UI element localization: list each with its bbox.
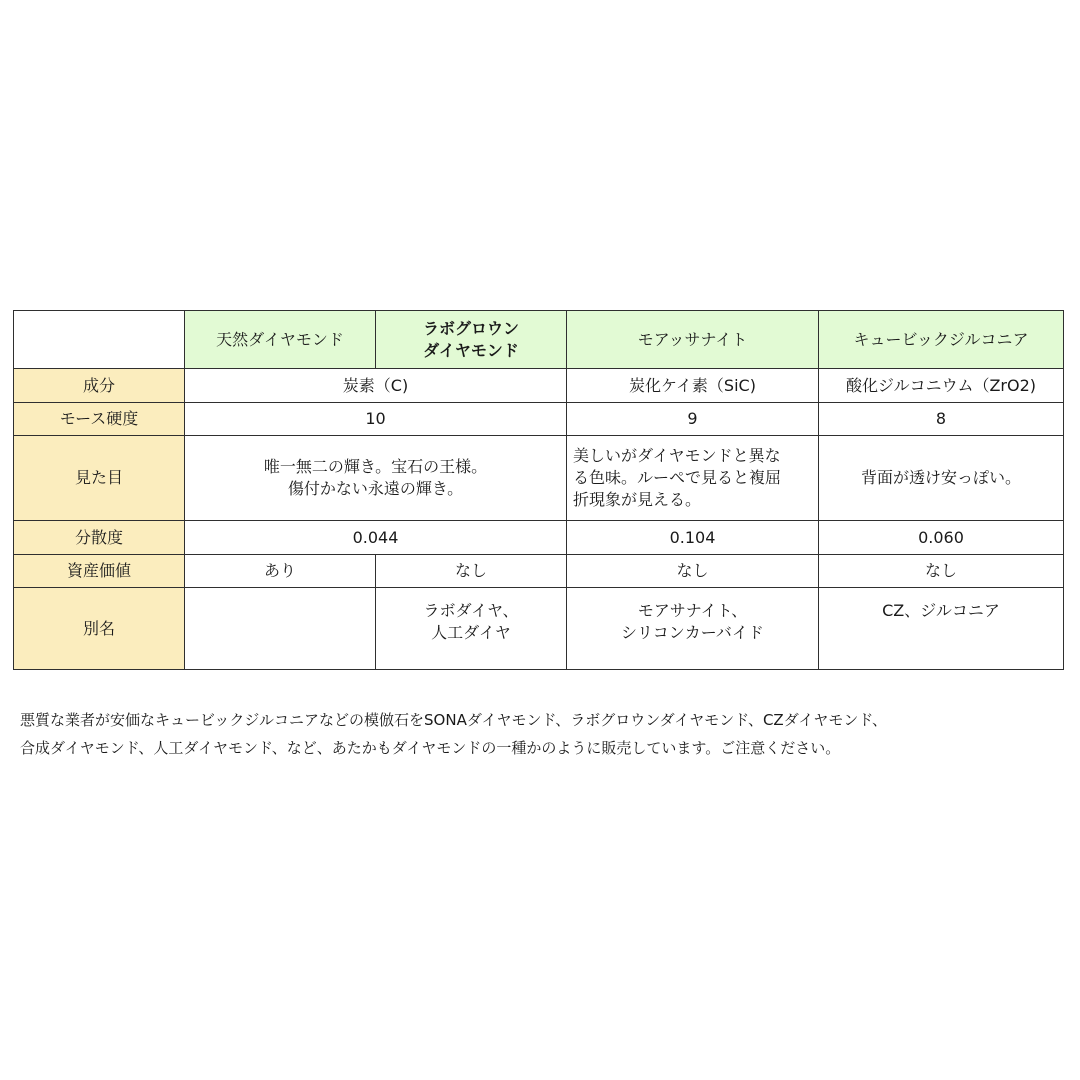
label-asset-value: 資産価値 [14,555,185,588]
alias-lab [376,588,567,670]
alias-lab-line-2: 人工ダイヤ [431,623,511,642]
caution-note [20,706,1070,762]
label-hardness: モース硬度 [14,403,185,436]
appearance-moissanite [567,436,819,521]
label-dispersion: 分散度 [14,521,185,555]
asset-value-lab: なし [376,555,567,588]
appearance-diamond-line-2: 傷付かない永遠の輝き。 [287,479,464,498]
header-lab-line-2: ダイヤモンド [423,340,519,360]
appearance-moissanite-line-3: 折現象が見える。 [573,490,702,509]
alias-cz: CZ、ジルコニア [819,588,1064,670]
composition-diamond: 炭素（C) [185,369,567,403]
alias-lab-line-1: ラボダイヤ、 [423,601,519,620]
asset-value-moissanite: なし [567,555,819,588]
header-moissanite: モアッサナイト [567,311,819,369]
header-cubic-zirconia: キュービックジルコニア [819,311,1064,369]
alias-moissanite [567,588,819,670]
label-appearance: 見た目 [14,436,185,521]
appearance-moissanite-line-2: る色味。ルーペで見ると複屈 [573,468,782,487]
label-alias: 別名 [14,588,185,670]
caution-note-line-2: 合成ダイヤモンド、人工ダイヤモンド、など、あたかもダイヤモンドの一種かのように販売しています。ご注意ください。 [20,739,841,757]
dispersion-cz: 0.060 [819,521,1064,555]
alias-moissanite-line-2: シリコンカーバイド [621,623,764,642]
label-composition: 成分 [14,369,185,403]
alias-moissanite-line-1: モアサナイト、 [637,601,748,620]
composition-cz: 酸化ジルコニウム（ZrO2) [819,369,1064,403]
row-appearance [14,436,1064,521]
row-asset-value [14,555,1064,588]
header-empty-cell [14,311,185,369]
header-row [14,311,1064,369]
hardness-diamond: 10 [185,403,567,436]
appearance-diamond [185,436,567,521]
caution-note-line-1: 悪質な業者が安価なキュービックジルコニアなどの模倣石をSONAダイヤモンド、ラボグロウンダイヤモンド、CZダイヤモンド、 [20,711,888,729]
appearance-cz: 背面が透け安っぽい。 [819,436,1064,521]
alias-natural [185,588,376,670]
composition-moissanite: 炭化ケイ素（SiC) [567,369,819,403]
asset-value-natural: あり [185,555,376,588]
row-composition [14,369,1064,403]
row-alias [14,588,1064,670]
header-lab-grown-diamond [376,311,567,369]
dispersion-diamond: 0.044 [185,521,567,555]
asset-value-cz: なし [819,555,1064,588]
appearance-moissanite-line-1: 美しいがダイヤモンドと異な [573,446,781,465]
comparison-table [13,310,1064,670]
row-hardness [14,403,1064,436]
header-natural-diamond: 天然ダイヤモンド [185,311,376,369]
hardness-cz: 8 [819,403,1064,436]
appearance-diamond-line-1: 唯一無二の輝き。宝石の王様。 [263,457,488,476]
hardness-moissanite: 9 [567,403,819,436]
header-lab-line-1: ラボグロウン [422,318,519,338]
dispersion-moissanite: 0.104 [567,521,819,555]
row-dispersion [14,521,1064,555]
